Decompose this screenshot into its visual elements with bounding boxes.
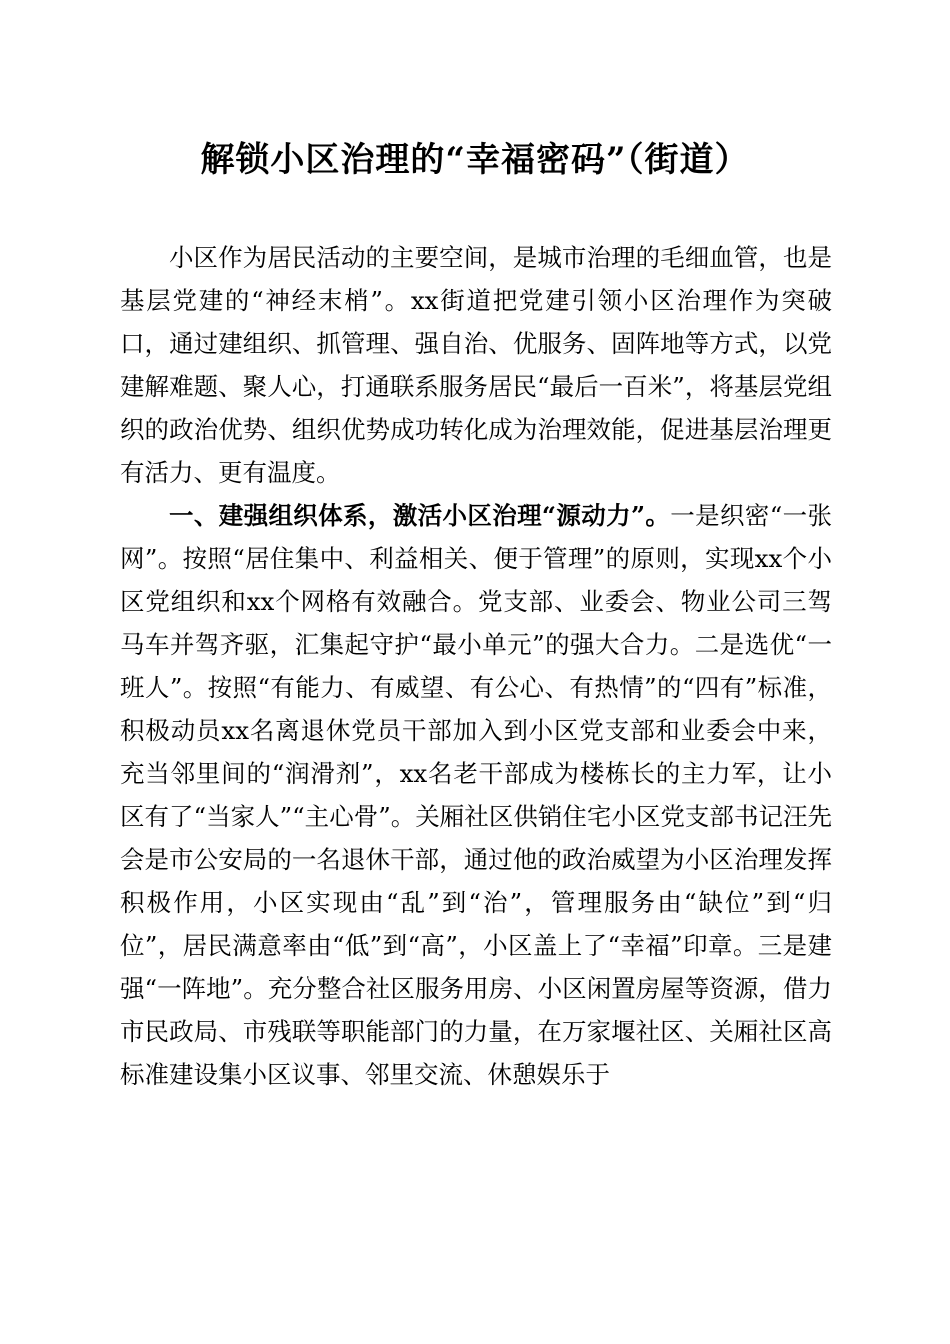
section-1-paragraph	[120, 494, 832, 1096]
section-1-heading: 一、建强组织体系，激活小区治理“源动力”。	[169, 501, 671, 530]
intro-paragraph: 小区作为居民活动的主要空间，是城市治理的毛细血管，也是基层党建的“神经末梢”。xx街道把党建引领小区治理作为突破口，通过建组织、抓管理、强自治、优服务、固阵地等方式，以党建解难题、聚人心，打通联系服务居民“最后一百米”，将基层党组织的政治优势、组织优势成功转化成为治理效能，促进基层治理更有活力、更有温度。	[120, 243, 832, 487]
section-1-body: 一是织密“一张网”。按照“居住集中、利益相关、便于管理”的原则，实现xx个小区党组织和xx个网格有效融合。党支部、业委会、物业公司三驾马车并驾齐驱，汇集起守护“最小单元”的强大合力。二是选优“一班人”。按照“有能力、有威望、有公心、有热情”的“四有”标准，积极动员xx名离退休党员干部加入到小区党支部和业委会中来，充当邻里间的“润滑剂”，xx名老干部成为楼栋长的主力军，让小区有了“当家人”“主心骨”。关厢社区供销住宅小区党支部书记汪先会是市公安局的一名退休干部，通过他的政治威望为小区治理发挥积极作用，小区实现由“乱”到“治”，管理服务由“缺位”到“归位”，居民满意率由“低”到“高”，小区盖上了“幸福”印章。三是建强“一阵地”。充分整合社区服务用房、小区闲置房屋等资源，借力市民政局、市残联等职能部门的力量，在万家堰社区、关厢社区高标准建设集小区议事、邻里交流、休憩娱乐于	[120, 501, 832, 1089]
document-body	[120, 236, 832, 1096]
document-title: 解锁小区治理的“幸福密码”（街道）	[200, 140, 750, 180]
